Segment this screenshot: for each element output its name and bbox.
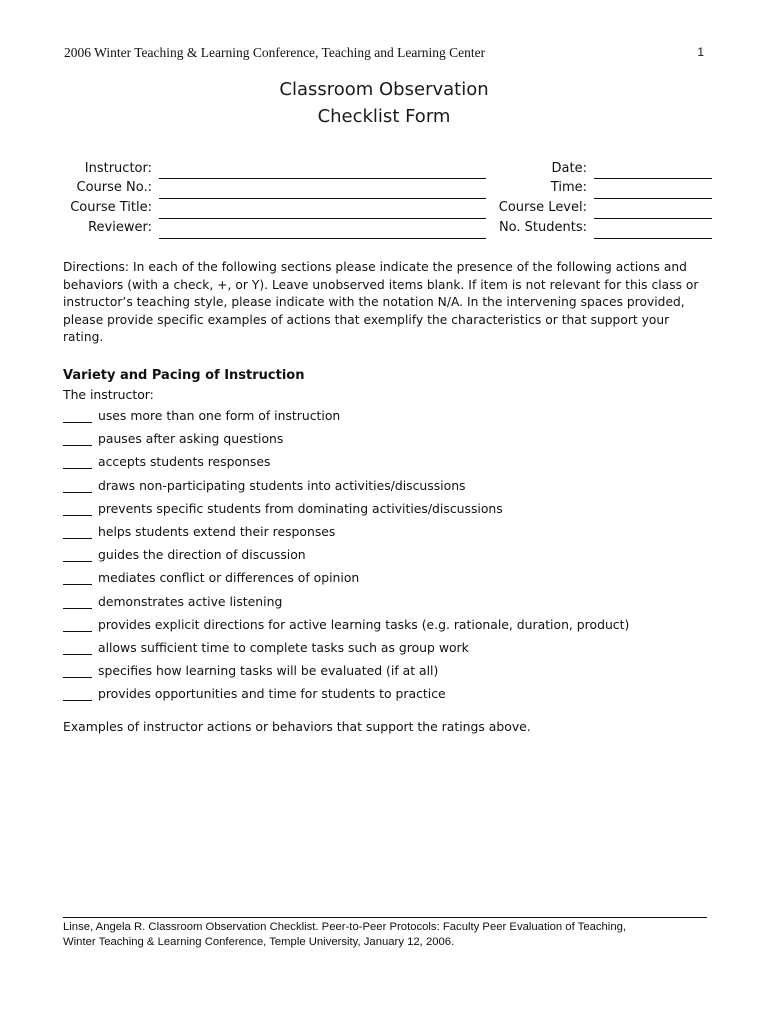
rating-blank[interactable] [63,663,92,678]
footer-divider [63,917,707,918]
checklist-item-text: provides opportunities and time for students to practice [98,686,446,702]
course-title-line[interactable] [159,218,486,219]
no-students-line[interactable] [594,238,712,239]
course-no-line[interactable] [159,198,486,199]
checklist-item [63,501,723,524]
course-no-label: Course No.: [76,180,152,195]
rating-blank[interactable] [63,501,92,516]
course-level-line[interactable] [594,218,712,219]
running-header [64,45,704,61]
rating-blank[interactable] [63,640,92,655]
directions-paragraph: Directions: In each of the following sections please indicate the presence of the following actions and behaviors (with a check, +, or Y). Leave unobserved items blank. If item is not relevant for this class or instructor’s teaching style, please indicate with the notation N/A. In the intervening spaces provided, please provide specific examples of actions that exemplify the characteristics or that support your rating. [63,260,699,345]
checklist-item [63,431,723,454]
date-line[interactable] [594,178,712,179]
checklist-item [63,454,723,477]
checklist-item-text: accepts students responses [98,454,271,470]
reviewer-label: Reviewer: [88,220,152,235]
section-subheading: The instructor: [63,387,154,402]
checklist-item-text: uses more than one form of instruction [98,408,341,423]
running-title: 2006 Winter Teaching & Learning Conference, Teaching and Learning Center [64,45,486,60]
citation-line-1: Linse, Angela R. Classroom Observation Checklist. Peer-to-Peer Protocols: Faculty Peer Evaluation of Teaching, [63,921,627,933]
checklist-item-text: specifies how learning tasks will be evaluated (if at all) [98,663,439,679]
rating-blank[interactable] [63,408,92,423]
checklist-item [63,617,723,640]
title-line-2: Checklist Form [317,106,451,127]
instructor-label: Instructor: [84,161,152,176]
checklist-item-text: demonstrates active listening [98,593,283,609]
examples-prompt: Examples of instructor actions or behaviors that support the ratings above. [63,719,531,734]
checklist-item [63,570,723,593]
rating-blank[interactable] [63,431,92,446]
checklist-item-text: pauses after asking questions [98,431,284,447]
rating-blank[interactable] [63,478,92,493]
no-students-label: No. Students: [498,220,587,235]
page-title [0,76,768,130]
checklist-item [63,594,723,617]
checklist-item-text: guides the direction of discussion [98,547,306,563]
checklist-item-text: helps students extend their responses [98,523,336,539]
checklist-item-text: allows sufficient time to complete tasks such as group work [98,639,469,655]
citation-footer [63,920,713,949]
checklist-item [63,640,723,663]
reviewer-line[interactable] [159,238,486,239]
section-heading: Variety and Pacing of Instruction [63,368,305,383]
rating-blank[interactable] [63,570,92,585]
checklist-item-text: prevents specific students from dominating activities/discussions [98,500,503,516]
citation-line-2: Winter Teaching & Learning Conference, Temple University, January 12, 2006. [63,935,455,948]
date-label: Date: [551,161,587,176]
checklist-item [63,663,723,686]
rating-blank[interactable] [63,524,92,539]
rating-blank[interactable] [63,617,92,632]
checklist-item [63,408,723,431]
rating-blank[interactable] [63,594,92,609]
rating-blank[interactable] [63,686,92,701]
rating-blank[interactable] [63,547,92,562]
checklist-item [63,547,723,570]
checklist [63,408,723,709]
checklist-item [63,686,723,709]
time-line[interactable] [594,198,712,199]
title-line-1: Classroom Observation [279,79,489,100]
instructor-line[interactable] [159,178,486,179]
course-title-label: Course Title: [70,200,152,215]
checklist-item [63,478,723,501]
checklist-item-text: draws non-participating students into activities/discussions [98,477,466,493]
time-label: Time: [550,180,587,195]
checklist-item [63,524,723,547]
page-number: 1 [697,45,704,59]
course-level-label: Course Level: [498,200,587,215]
checklist-item-text: provides explicit directions for active learning tasks (e.g. rationale, duration, product) [98,616,630,632]
rating-blank[interactable] [63,454,92,469]
checklist-item-text: mediates conflict or differences of opinion [98,570,360,586]
